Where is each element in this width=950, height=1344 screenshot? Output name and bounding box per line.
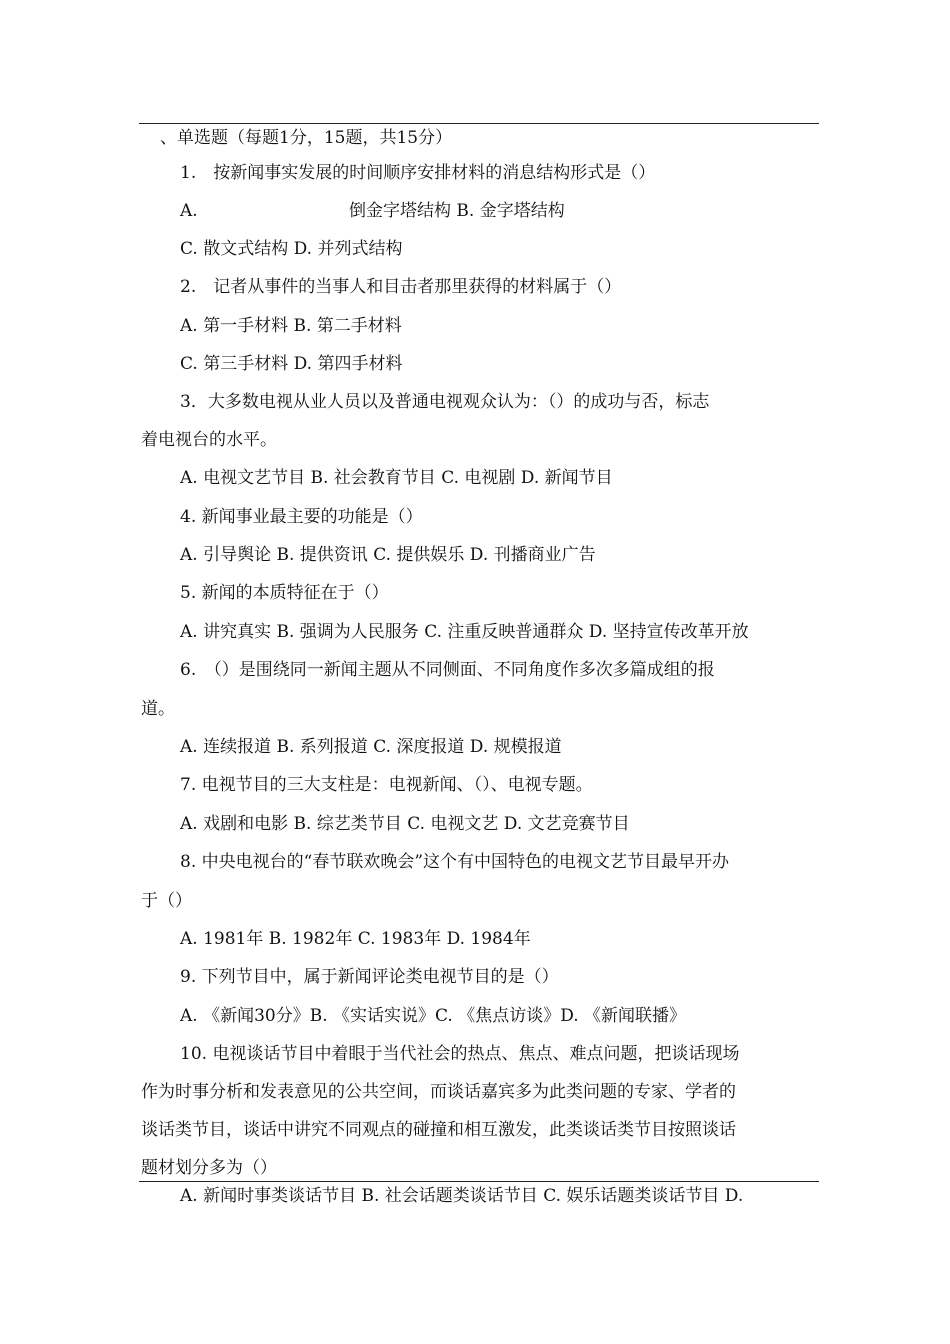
question-8-line-2: 于（） <box>141 891 192 911</box>
question-6-line-2: 道。 <box>141 699 175 719</box>
question-1-options-ab: 倒金字塔结构 B. 金字塔结构 <box>349 201 565 221</box>
question-9: 9. 下列节目中，属于新闻评论类电视节目的是（） <box>180 967 559 987</box>
section-heading: 、单选题（每题1分，15题，共15分） <box>160 128 453 148</box>
question-3-line-1: 3．大多数电视从业人员以及普通电视观众认为：（）的成功与否，标志 <box>180 392 710 412</box>
question-10-line-3: 谈话类节目，谈话中讲究不同观点的碰撞和相互激发，此类谈话类节目按照谈话 <box>141 1120 736 1140</box>
question-4-options: A. 引导舆论 B. 提供资讯 C. 提供娱乐 D. 刊播商业广告 <box>180 545 596 565</box>
question-3-options: A. 电视文艺节目 B. 社会教育节目 C. 电视剧 D. 新闻节目 <box>180 468 613 488</box>
question-7-options: A. 戏剧和电影 B. 综艺类节目 C. 电视文艺 D. 文艺竞赛节目 <box>180 814 630 834</box>
question-10-line-1: 10. 电视谈话节目中着眼于当代社会的热点、焦点、难点问题，把谈话现场 <box>180 1044 740 1064</box>
question-7: 7. 电视节目的三大支柱是：电视新闻、（）、电视专题。 <box>180 775 593 795</box>
question-2-options-ab: A. 第一手材料 B. 第二手材料 <box>180 316 402 336</box>
question-1-options-cd: C. 散文式结构 D. 并列式结构 <box>180 239 403 259</box>
question-10-options: A. 新闻时事类谈话节目 B. 社会话题类谈话节目 C. 娱乐话题类谈话节目 D. <box>180 1186 744 1206</box>
question-10-line-4: 题材划分多为（） <box>141 1158 277 1178</box>
question-10-line-2: 作为时事分析和发表意见的公共空间，而谈话嘉宾多为此类问题的专家、学者的 <box>141 1082 736 1102</box>
question-8-line-1: 8. 中央电视台的“春节联欢晚会”这个有中国特色的电视文艺节目最早开办 <box>180 852 730 872</box>
question-8-options: A. 1981年 B. 1982年 C. 1983年 D. 1984年 <box>180 929 531 949</box>
question-6-options: A. 连续报道 B. 系列报道 C. 深度报道 D. 规模报道 <box>180 737 562 757</box>
question-1-option-label: A. <box>180 201 198 221</box>
header-rule <box>139 123 819 124</box>
question-5-options: A. 讲究真实 B. 强调为人民服务 C. 注重反映普通群众 D. 坚持宣传改革开放 <box>180 622 749 642</box>
question-5: 5. 新闻的本质特征在于（） <box>180 583 389 603</box>
footer-rule <box>139 1181 819 1182</box>
question-9-options: A. 《新闻30分》B. 《实话实说》C. 《焦点访谈》D. 《新闻联播》 <box>180 1006 687 1026</box>
question-4: 4. 新闻事业最主要的功能是（） <box>180 507 423 527</box>
question-1: 1. 按新闻事实发展的时间顺序安排材料的消息结构形式是（） <box>180 163 656 183</box>
question-2: 2. 记者从事件的当事人和目击者那里获得的材料属于（） <box>180 277 622 297</box>
question-6-line-1: 6. （）是围绕同一新闻主题从不同侧面、不同角度作多次多篇成组的报 <box>180 660 715 680</box>
question-3-line-2: 着电视台的水平。 <box>141 430 277 450</box>
question-2-options-cd: C. 第三手材料 D. 第四手材料 <box>180 354 403 374</box>
